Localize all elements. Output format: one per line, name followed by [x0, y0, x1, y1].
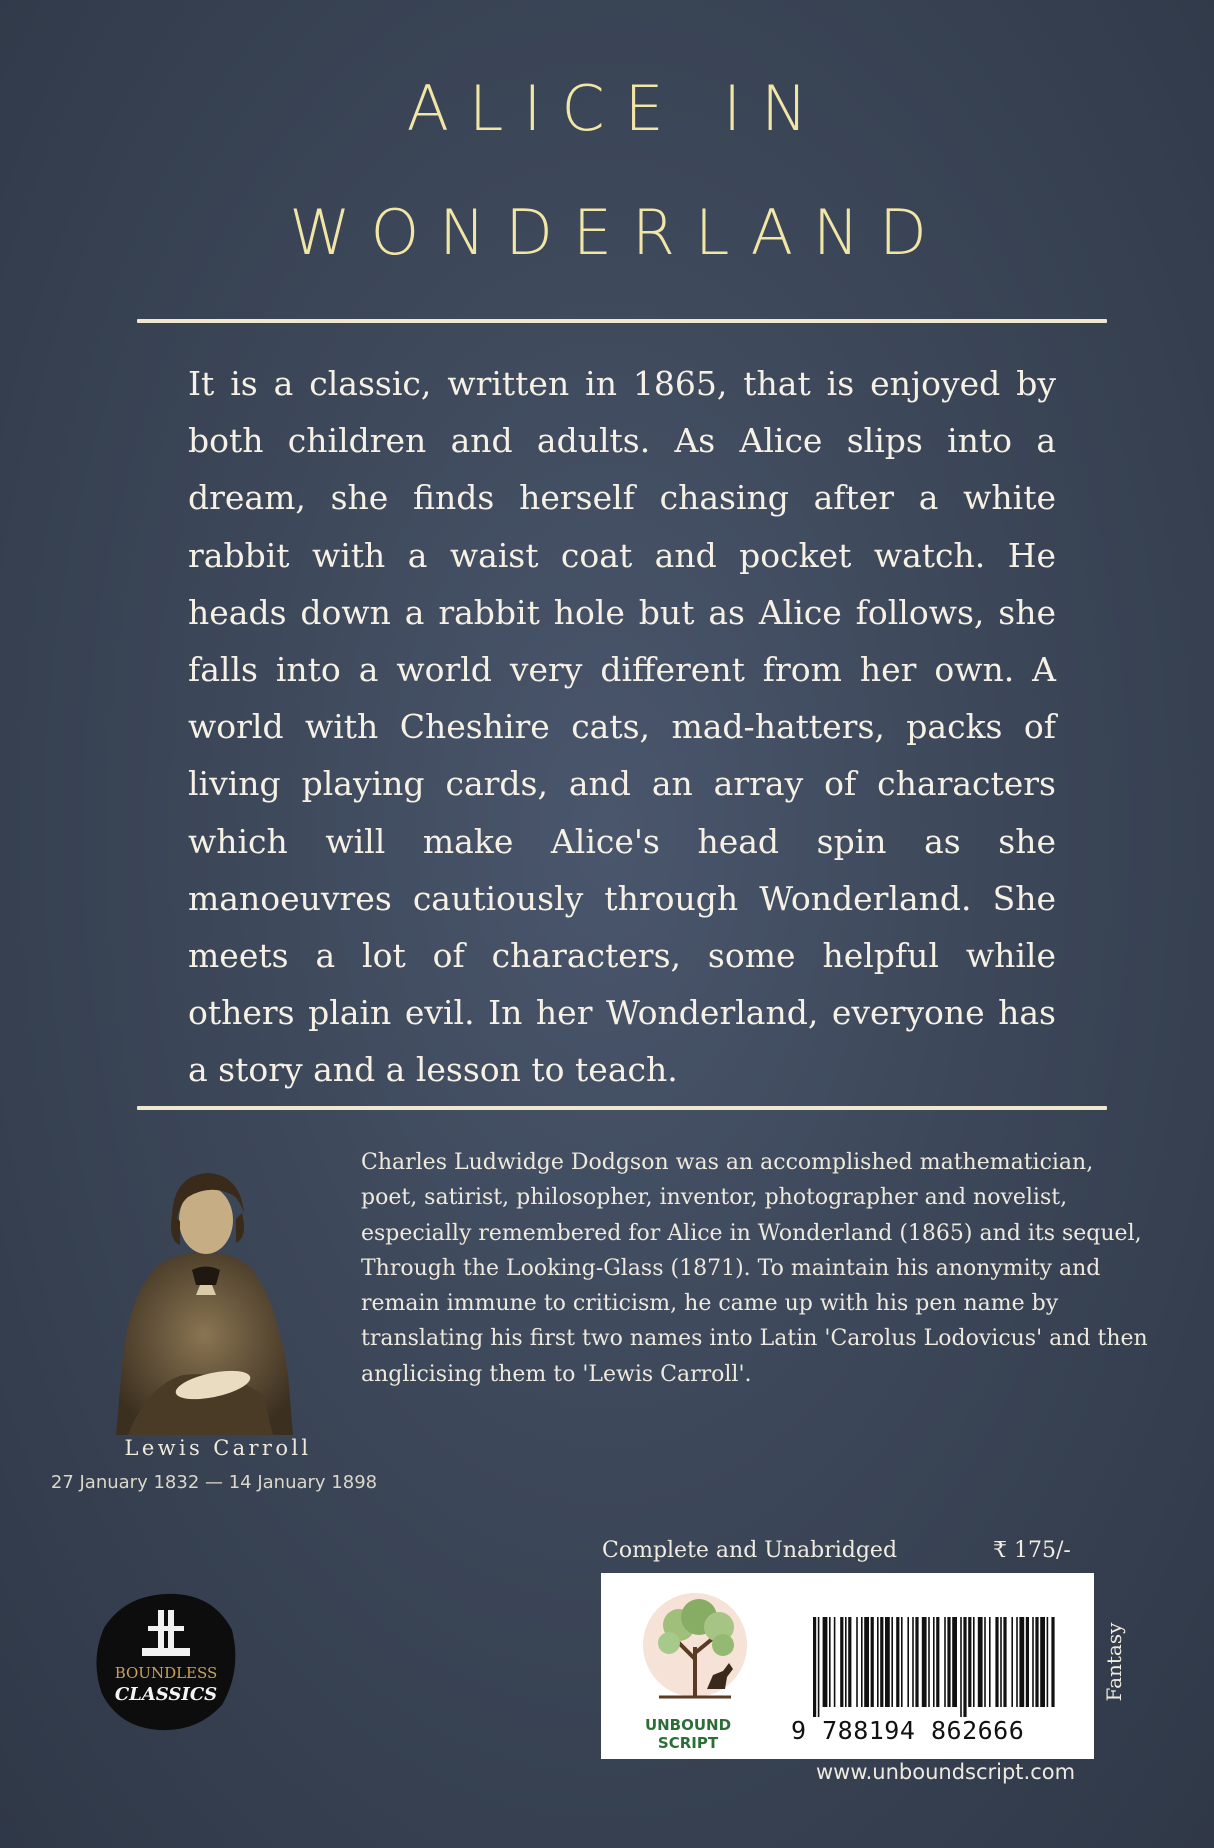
barcode-bar: [947, 1617, 950, 1707]
barcode-bar: [880, 1617, 883, 1707]
isbn-barcode: [809, 1617, 1059, 1717]
barcode-bar: [960, 1617, 962, 1717]
barcode-bar: [1026, 1617, 1029, 1707]
barcode-bar: [984, 1617, 986, 1707]
barcode-bar: [973, 1617, 975, 1707]
barcode-bar: [864, 1617, 869, 1707]
barcode-bar: [901, 1617, 903, 1707]
barcode-bar: [823, 1617, 828, 1707]
barcode-bar: [922, 1617, 927, 1707]
barcode-bar: [848, 1617, 851, 1707]
barcode-bar: [912, 1617, 914, 1707]
price-label: ₹ 175/-: [993, 1538, 1071, 1563]
barcode-bar: [885, 1617, 890, 1707]
barcode-bar: [978, 1617, 983, 1707]
isbn-number: 9 788194 862666: [791, 1716, 1025, 1745]
book-title-line-2: WONDERLAND: [289, 196, 947, 269]
barcode-bar: [963, 1617, 966, 1717]
logo-line-1: BOUNDLESS: [114, 1664, 218, 1682]
barcode-bar: [907, 1617, 909, 1707]
publisher-website: www.unboundscript.com: [816, 1760, 1076, 1784]
boundless-classics-logo: [92, 1590, 240, 1734]
author-portrait-image: [88, 1145, 318, 1435]
barcode-bar: [877, 1617, 879, 1707]
publisher-name: UNBOUND SCRIPT: [644, 1716, 732, 1752]
barcode-bar: [936, 1617, 939, 1707]
bottom-divider: [137, 1106, 1107, 1110]
author-bio: Charles Ludwidge Dodgson was an accomplished mathematician, poet, satirist, philosopher, inventor, photographer and novelist, especially remembered for Alice in Wonderland (1865) and its sequel, Through the Looking-Glass (1871). To maintain his anonymity and remain immune to criticism, he came up with his pen name by translating his first two names into Latin 'Carolus Lodovicus' and then anglicising them to 'Lewis Carroll'.: [361, 1150, 1148, 1387]
barcode-bar: [1019, 1617, 1024, 1707]
barcode-panel: [601, 1573, 1094, 1759]
author-dates: 27 January 1832 — 14 January 1898: [50, 1472, 378, 1493]
barcode-bar: [1003, 1617, 1006, 1707]
book-title-line-1: ALICE IN: [406, 72, 828, 145]
barcode-bar: [1016, 1617, 1018, 1707]
unbound-script-logo: [639, 1587, 751, 1705]
barcode-bar: [1032, 1617, 1034, 1707]
barcode-bar: [840, 1617, 843, 1707]
barcode-bar: [928, 1617, 930, 1707]
barcode-bar: [829, 1617, 831, 1707]
barcode-bar: [1000, 1617, 1002, 1707]
barcode-bar: [856, 1617, 858, 1707]
barcode-bar: [891, 1617, 893, 1707]
barcode-bar: [1051, 1617, 1054, 1707]
barcode-bar: [871, 1617, 874, 1707]
barcode-bar: [818, 1617, 820, 1717]
barcode-bar: [845, 1617, 847, 1707]
barcode-bar: [995, 1617, 998, 1707]
barcode-bar: [1011, 1617, 1013, 1707]
barcode-bar: [861, 1617, 863, 1707]
barcode-bar: [968, 1617, 971, 1707]
genre-label: Fantasy: [1102, 1622, 1126, 1702]
author-name: Lewis Carroll: [124, 1436, 312, 1460]
edition-label: Complete and Unabridged: [602, 1538, 898, 1563]
barcode-bar: [989, 1617, 991, 1707]
logo-line-2: CLASSICS: [114, 1684, 218, 1705]
barcode-bar: [1035, 1617, 1038, 1707]
barcode-bar: [1047, 1617, 1049, 1707]
barcode-bar: [915, 1617, 918, 1707]
barcode-bar: [933, 1617, 935, 1707]
barcode-bar: [813, 1617, 816, 1717]
top-divider: [137, 319, 1107, 323]
barcode-bar: [1040, 1617, 1045, 1707]
barcode-bar: [952, 1617, 957, 1707]
book-blurb: It is a classic, written in 1865, that is enjoyed by both children and adults. As Alice slips into a dream, she finds herself chasing after a white rabbit with a waist coat and pocket watch. He heads down a rabbit hole but as Alice follows, she falls into a world very different from her own. A world with Cheshire cats, mad-hatters, packs of living playing cards, and an array of characters which will make Alice's head spin as she manoeuvres cautiously through Wonderland. She meets a lot of characters, some helpful while others plain evil. In her Wonderland, everyone has a story and a lesson to teach.: [188, 364, 1056, 1090]
barcode-bar: [944, 1617, 946, 1707]
barcode-bar: [834, 1617, 836, 1707]
barcode-bar: [896, 1617, 899, 1707]
